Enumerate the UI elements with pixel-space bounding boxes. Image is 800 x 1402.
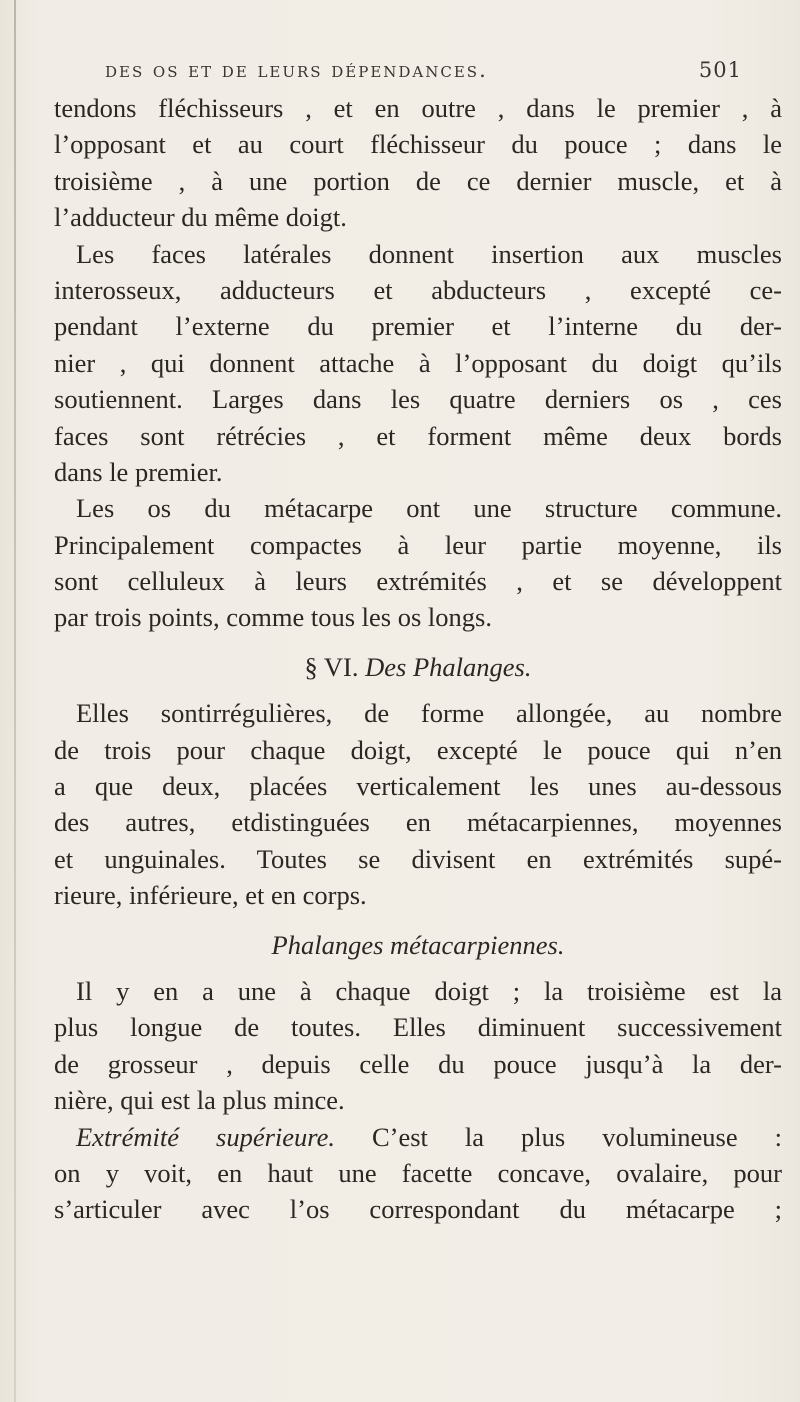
text-line: sont celluleux à leurs extrémités , et se développent <box>54 566 782 597</box>
text-line: Les os du métacarpe ont une structure commune. <box>76 493 782 524</box>
paragraph-1 <box>54 90 782 236</box>
section-title: Des Phalanges. <box>365 651 532 682</box>
text-line: tendons fléchisseurs , et en outre , dans le premier , à <box>54 93 782 123</box>
text-line: nière, qui est la plus mince. <box>54 1085 345 1116</box>
text-line: Principalement compactes à leur partie moyenne, ils <box>54 529 782 560</box>
text-line: l’adducteur du même doigt. <box>54 202 347 233</box>
text-line: faces sont rétrécies , et forment même deux bords <box>54 420 782 451</box>
text-line: pendant l’externe du premier et l’interne du der- <box>54 311 782 342</box>
text-line: troisième , à une portion de ce dernier muscle, et à <box>54 165 782 196</box>
run-in-heading: Extrémité supérieure. <box>76 1121 335 1152</box>
text-line: de trois pour chaque doigt, excepté le pouce qui n’en <box>54 734 782 765</box>
text-line: a que deux, placées verticalement les unes au-dessous <box>54 771 782 802</box>
text-line: Elles sontirrégulières, de forme allongée, au nombre <box>76 698 782 729</box>
text-line: soutiennent. Larges dans les quatre derniers os , ces <box>54 384 782 415</box>
paragraph-3 <box>54 490 782 636</box>
text-line: dans le premier. <box>54 456 223 487</box>
paragraph-2 <box>54 236 782 491</box>
running-head-title: des os et de leurs dépendances. <box>105 58 488 82</box>
body-text <box>54 90 782 1228</box>
text-line: Les faces latérales donnent insertion aux muscles <box>76 238 782 269</box>
text-line: nier , qui donnent attache à l’opposant du doigt qu’ils <box>54 347 782 378</box>
text-line: de grosseur , depuis celle du pouce jusqu’à la der- <box>54 1048 782 1079</box>
subheading: Phalanges métacarpiennes. <box>271 929 565 960</box>
paragraph-5 <box>54 973 782 1119</box>
text-line: s’articuler avec l’os correspondant du métacarpe ; <box>54 1194 782 1225</box>
text-line: Il y en a une à chaque doigt ; la troisième est la <box>76 975 782 1006</box>
running-head <box>105 58 760 92</box>
text-line: par trois points, comme tous les os longs. <box>54 602 492 633</box>
text-line <box>54 1119 782 1155</box>
text-line: on y voit, en haut une facette concave, ovalaire, pour <box>54 1157 782 1188</box>
text-line: l’opposant et au court fléchisseur du pouce ; dans le <box>54 129 782 160</box>
section-number: § VI. <box>304 651 359 682</box>
text-line: et unguinales. Toutes se divisent en extrémités supé- <box>54 843 782 874</box>
text-line: des autres, etdistinguées en métacarpiennes, moyennes <box>54 807 782 838</box>
page-number: 501 <box>698 58 742 82</box>
page-binding-edge <box>14 0 16 1402</box>
paragraph-4 <box>54 695 782 913</box>
text-line: plus longue de toutes. Elles diminuent successivement <box>54 1012 782 1043</box>
section-heading <box>54 649 782 685</box>
text-line: rieure, inférieure, et en corps. <box>54 880 367 911</box>
text-line: interosseux, adducteurs et abducteurs , excepté ce- <box>54 274 782 305</box>
paragraph-6 <box>54 1119 782 1228</box>
text-run: C’est la plus volumineuse : <box>334 1121 782 1152</box>
